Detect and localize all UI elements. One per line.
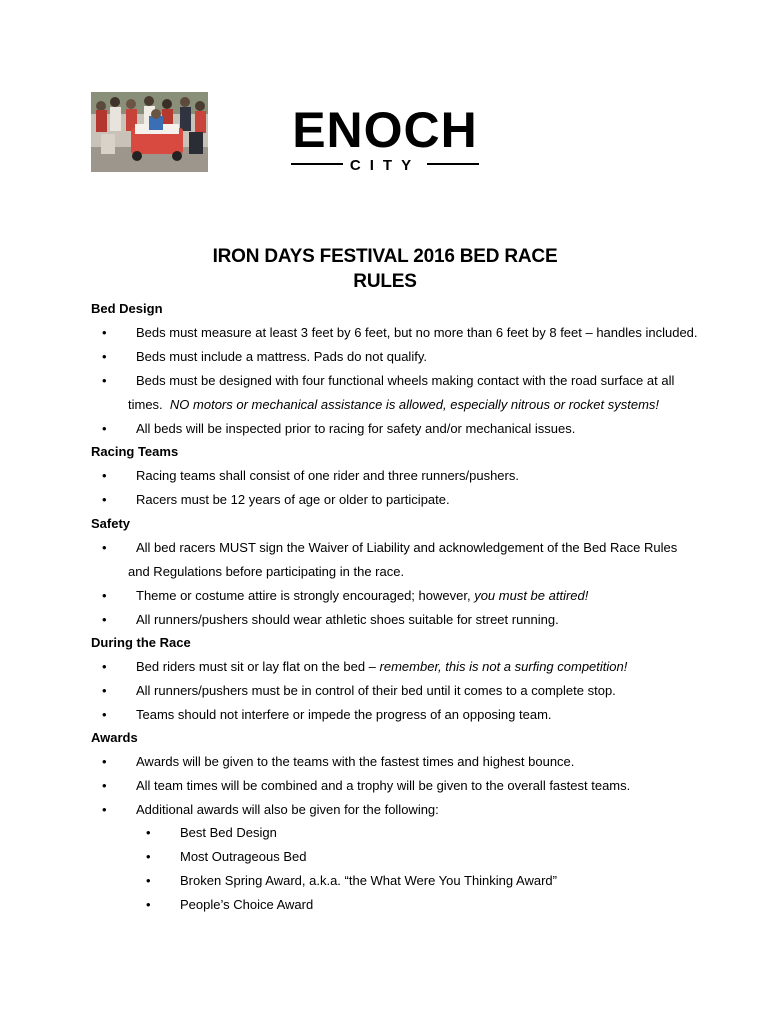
list-item-text: All team times will be combined and a trophy will be given to the overall fastest teams. xyxy=(136,778,631,793)
enoch-city-logo-mark xyxy=(285,98,485,182)
bullet-glyph: • xyxy=(102,468,107,483)
list-item-text: Beds must include a mattress. Pads do not qualify. xyxy=(136,349,427,364)
bullet-glyph: • xyxy=(102,612,107,627)
continuation-text: times. xyxy=(128,397,163,412)
bullet-glyph: • xyxy=(102,754,107,769)
sub-list-item-text: Most Outrageous Bed xyxy=(180,849,307,864)
list-item-text-plain: Theme or costume attire is strongly encouraged; however, xyxy=(136,588,471,603)
logo-word: ENOCH xyxy=(292,102,478,158)
bullet-glyph: • xyxy=(102,492,107,507)
list-item-text: All runners/pushers should wear athletic shoes suitable for street running. xyxy=(136,612,559,627)
bullet-glyph: • xyxy=(102,659,107,674)
bullet-glyph: • xyxy=(102,802,107,817)
bed-race-photo-image xyxy=(91,92,208,172)
section-heading-during-the-race: During the Race xyxy=(91,635,191,650)
list-item-text: Additional awards will also be given for the following: xyxy=(136,802,439,817)
sub-list-item-text: Broken Spring Award, a.k.a. “the What Were You Thinking Award” xyxy=(180,873,557,888)
list-item-text-plain: Bed riders must sit or lay flat on the bed – xyxy=(136,659,376,674)
bullet-glyph: • xyxy=(102,588,107,603)
emphasis-text: remember, this is not a surfing competition! xyxy=(379,659,628,674)
list-item-text: Awards will be given to the teams with the fastest times and highest bounce. xyxy=(136,754,575,769)
list-item-continuation xyxy=(128,397,659,412)
sub-list-item-text: People’s Choice Award xyxy=(180,897,314,912)
list-item-continuation: and Regulations before participating in the race. xyxy=(128,564,405,579)
document-title-line-2: RULES xyxy=(353,271,417,292)
bullet-glyph: • xyxy=(102,540,107,555)
list-item-text: Racing teams shall consist of one rider and three runners/pushers. xyxy=(136,468,519,483)
logo-sub: CITY xyxy=(349,157,421,174)
bed-race-photo xyxy=(91,92,208,172)
list-item-text: All bed racers MUST sign the Waiver of Liability and acknowledgement of the Bed Race Rules xyxy=(136,540,678,555)
bullet-glyph: • xyxy=(146,849,151,864)
section-heading-bed-design: Bed Design xyxy=(91,301,163,316)
section-heading-racing-teams: Racing Teams xyxy=(91,444,179,459)
section-heading-awards: Awards xyxy=(91,730,138,745)
enoch-city-logo xyxy=(285,98,485,182)
list-item-text: Racers must be 12 years of age or older to participate. xyxy=(136,492,450,507)
list-item-text xyxy=(136,659,627,674)
list-item-text: Teams should not interfere or impede the progress of an opposing team. xyxy=(136,707,552,722)
list-item-text: All beds will be inspected prior to racing for safety and/or mechanical issues. xyxy=(136,421,576,436)
bullet-glyph: • xyxy=(146,825,151,840)
section-heading-safety: Safety xyxy=(91,516,131,531)
document-title-line-1: IRON DAYS FESTIVAL 2016 BED RACE xyxy=(212,246,558,267)
bullet-glyph: • xyxy=(102,778,107,793)
bullet-glyph: • xyxy=(102,421,107,436)
emphasis-text: NO motors or mechanical assistance is allowed, especially nitrous or rocket systems! xyxy=(169,397,660,412)
bullet-glyph: • xyxy=(102,373,107,388)
bullet-glyph: • xyxy=(146,873,151,888)
list-item-text xyxy=(136,588,588,603)
bullet-glyph: • xyxy=(102,683,107,698)
list-item-text: Beds must be designed with four functional wheels making contact with the road surface at all xyxy=(136,373,675,388)
bullet-glyph: • xyxy=(102,707,107,722)
emphasis-text: you must be attired! xyxy=(474,588,589,603)
sub-list-item-text: Best Bed Design xyxy=(180,825,277,840)
list-item-text: All runners/pushers must be in control of their bed until it comes to a complete stop. xyxy=(136,683,616,698)
bullet-glyph: • xyxy=(146,897,151,912)
list-item-text: Beds must measure at least 3 feet by 6 feet, but no more than 6 feet by 8 feet – handles included. xyxy=(136,325,698,340)
bullet-glyph: • xyxy=(102,325,107,340)
bullet-glyph: • xyxy=(102,349,107,364)
